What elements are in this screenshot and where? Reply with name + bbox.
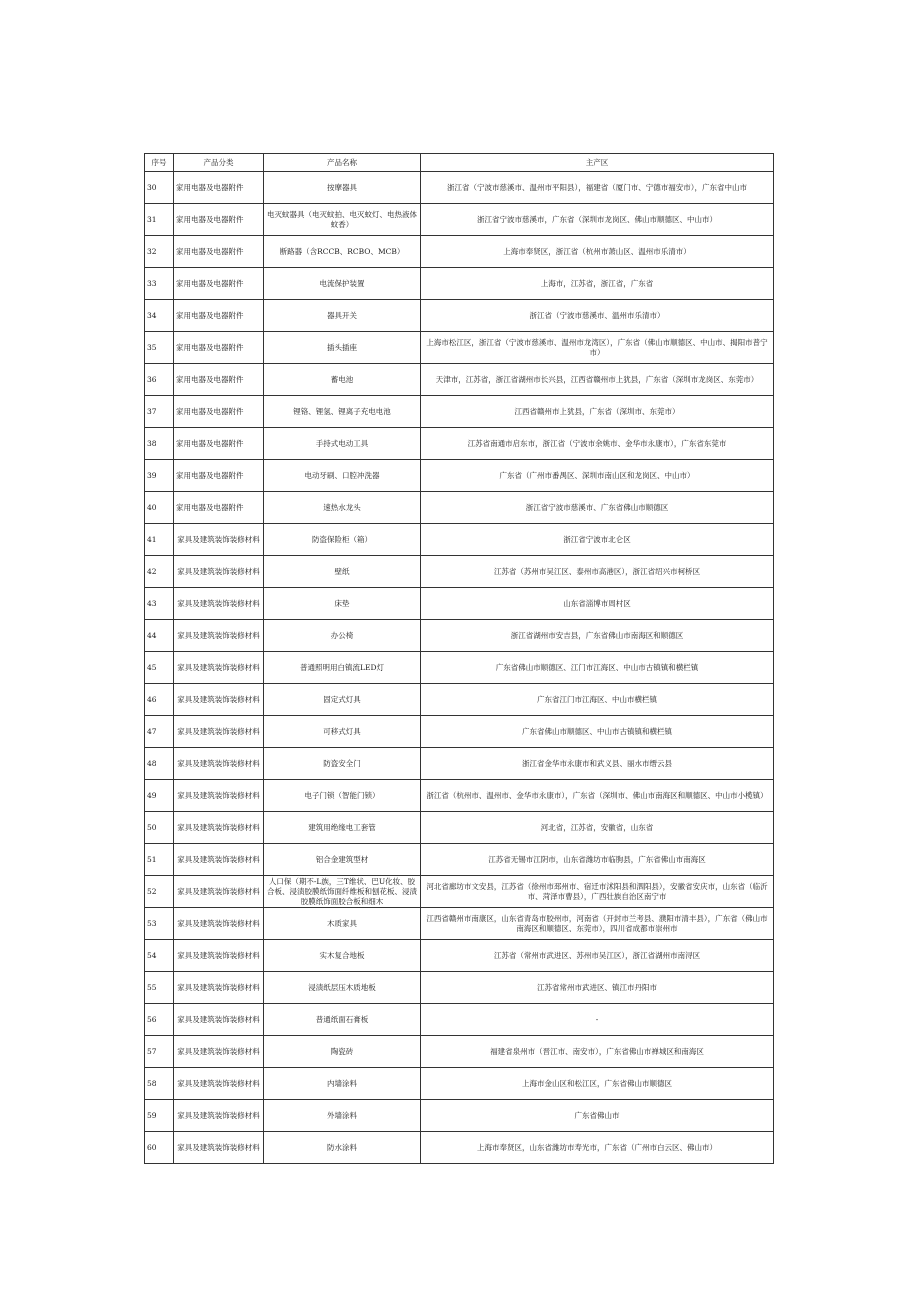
row-index: 49: [145, 780, 174, 812]
row-category: 家具及建筑装饰装修材料: [174, 972, 264, 1004]
row-product-name: 电流保护装置: [264, 268, 421, 300]
row-category: 家用电器及电器附件: [174, 236, 264, 268]
row-product-name: 电动牙刷、口腔冲洗器: [264, 460, 421, 492]
table-row: [145, 300, 774, 332]
row-region: 江苏省南通市启东市，浙江省（宁波市余姚市、金华市永康市），广东省东莞市: [421, 428, 774, 460]
row-product-name: 电子门锁（智能门锁）: [264, 780, 421, 812]
row-product-name: 器具开关: [264, 300, 421, 332]
row-region: 广东省佛山市顺德区、中山市古镇镇和横栏镇: [421, 716, 774, 748]
row-index: 35: [145, 332, 174, 364]
row-product-name: 防盗保险柜（箱）: [264, 524, 421, 556]
row-region: 浙江省宁波市慈溪市、广东省佛山市顺德区: [421, 492, 774, 524]
row-index: 58: [145, 1068, 174, 1100]
table-row: [145, 1036, 774, 1068]
row-category: 家用电器及电器附件: [174, 364, 264, 396]
row-product-name: 速热水龙头: [264, 492, 421, 524]
table-body: [145, 172, 774, 1164]
row-category: 家具及建筑装饰装修材料: [174, 652, 264, 684]
header-region: 主产区: [421, 154, 774, 172]
row-region: 河北省廊坊市文安县，江苏省（徐州市邳州市、宿迁市沭阳县和泗阳县），安徽省安庆市，山东省（临沂市、菏泽市曹县），广西壮族自治区南宁市: [421, 876, 774, 908]
row-region: -: [421, 1004, 774, 1036]
row-region: 天津市，江苏省，浙江省湖州市长兴县，江西省赣州市上犹县，广东省（深圳市龙岗区、东莞市）: [421, 364, 774, 396]
row-region: 河北省，江苏省，安徽省，山东省: [421, 812, 774, 844]
row-index: 47: [145, 716, 174, 748]
row-index: 30: [145, 172, 174, 204]
row-category: 家具及建筑装饰装修材料: [174, 1132, 264, 1164]
row-index: 32: [145, 236, 174, 268]
row-index: 59: [145, 1100, 174, 1132]
table-row: [145, 780, 774, 812]
row-category: 家用电器及电器附件: [174, 204, 264, 236]
header-category: 产品分类: [174, 154, 264, 172]
table-row: [145, 556, 774, 588]
row-category: 家具及建筑装饰装修材料: [174, 908, 264, 940]
row-category: 家具及建筑装饰装修材料: [174, 524, 264, 556]
row-product-name: 人口保（期不-L族，三T维状、巴U化妆、胶合板、浸渍胶膜纸饰面纤维板和刨花板、浸渍胶膜纸饰面胶合板和细木: [264, 876, 421, 908]
row-category: 家具及建筑装饰装修材料: [174, 940, 264, 972]
row-region: 江苏省常州市武进区、镇江市丹阳市: [421, 972, 774, 1004]
table-row: [145, 236, 774, 268]
row-index: 46: [145, 684, 174, 716]
row-category: 家用电器及电器附件: [174, 428, 264, 460]
row-index: 56: [145, 1004, 174, 1036]
row-category: 家具及建筑装饰装修材料: [174, 748, 264, 780]
table-row: [145, 492, 774, 524]
row-region: 福建省泉州市（晋江市、南安市），广东省佛山市禅城区和南海区: [421, 1036, 774, 1068]
row-product-name: 办公椅: [264, 620, 421, 652]
row-region: 江苏省（常州市武进区、苏州市吴江区），浙江省湖州市南浔区: [421, 940, 774, 972]
row-product-name: 普通照明用白镇流LED灯: [264, 652, 421, 684]
row-region: 广东省江门市江海区、中山市横栏镇: [421, 684, 774, 716]
row-region: 江西省赣州市上犹县，广东省（深圳市、东莞市）: [421, 396, 774, 428]
row-category: 家用电器及电器附件: [174, 172, 264, 204]
table-row: [145, 588, 774, 620]
row-region: 浙江省金华市永康市和武义县、丽水市缙云县: [421, 748, 774, 780]
row-index: 52: [145, 876, 174, 908]
row-category: 家用电器及电器附件: [174, 492, 264, 524]
row-category: 家具及建筑装饰装修材料: [174, 1068, 264, 1100]
row-region: 上海市奉贤区，山东省潍坊市寿光市，广东省（广州市白云区、佛山市）: [421, 1132, 774, 1164]
row-product-name: 可移式灯具: [264, 716, 421, 748]
row-product-name: 木质家具: [264, 908, 421, 940]
row-region: 广东省佛山市顺德区、江门市江海区、中山市古镇镇和横栏镇: [421, 652, 774, 684]
row-category: 家具及建筑装饰装修材料: [174, 684, 264, 716]
row-region: 上海市金山区和松江区，广东省佛山市顺德区: [421, 1068, 774, 1100]
row-category: 家用电器及电器附件: [174, 332, 264, 364]
row-product-name: 内墙涂料: [264, 1068, 421, 1100]
row-category: 家具及建筑装饰装修材料: [174, 716, 264, 748]
table-row: [145, 396, 774, 428]
table-row: [145, 684, 774, 716]
row-index: 33: [145, 268, 174, 300]
row-category: 家具及建筑装饰装修材料: [174, 780, 264, 812]
row-index: 36: [145, 364, 174, 396]
table-row: [145, 1004, 774, 1036]
row-index: 57: [145, 1036, 174, 1068]
table-row: [145, 460, 774, 492]
row-category: 家具及建筑装饰装修材料: [174, 1004, 264, 1036]
row-index: 40: [145, 492, 174, 524]
row-product-name: 床垫: [264, 588, 421, 620]
row-index: 51: [145, 844, 174, 876]
row-category: 家具及建筑装饰装修材料: [174, 1100, 264, 1132]
row-category: 家具及建筑装饰装修材料: [174, 844, 264, 876]
row-index: 53: [145, 908, 174, 940]
row-region: 浙江省（杭州市、温州市、金华市永康市），广东省（深圳市、佛山市南海区和顺德区、中山市小榄镇）: [421, 780, 774, 812]
table-row: [145, 172, 774, 204]
row-product-name: 浸渍纸层压木质地板: [264, 972, 421, 1004]
row-product-name: 实木复合地板: [264, 940, 421, 972]
row-index: 48: [145, 748, 174, 780]
row-region: 上海市松江区，浙江省（宁波市慈溪市、温州市龙湾区），广东省（佛山市顺德区、中山市、揭阳市普宁市）: [421, 332, 774, 364]
table-row: [145, 908, 774, 940]
row-category: 家用电器及电器附件: [174, 300, 264, 332]
row-region: 上海市奉贤区，浙江省（杭州市萧山区、温州市乐清市）: [421, 236, 774, 268]
table-row: [145, 364, 774, 396]
row-product-name: 防盗安全门: [264, 748, 421, 780]
row-region: 上海市，江苏省，浙江省，广东省: [421, 268, 774, 300]
row-index: 43: [145, 588, 174, 620]
row-product-name: 壁纸: [264, 556, 421, 588]
row-region: 浙江省宁波市慈溪市，广东省（深圳市龙岗区、佛山市顺德区、中山市）: [421, 204, 774, 236]
row-region: 广东省佛山市: [421, 1100, 774, 1132]
row-index: 39: [145, 460, 174, 492]
row-index: 31: [145, 204, 174, 236]
row-index: 41: [145, 524, 174, 556]
row-category: 家具及建筑装饰装修材料: [174, 876, 264, 908]
row-category: 家具及建筑装饰装修材料: [174, 620, 264, 652]
row-region: 江苏省（苏州市吴江区、泰州市高港区），浙江省绍兴市柯桥区: [421, 556, 774, 588]
row-region: 山东省淄博市周村区: [421, 588, 774, 620]
row-category: 家具及建筑装饰装修材料: [174, 812, 264, 844]
row-product-name: 插头插座: [264, 332, 421, 364]
table-row: [145, 1100, 774, 1132]
row-product-name: 蓄电池: [264, 364, 421, 396]
row-index: 38: [145, 428, 174, 460]
header-product-name: 产品名称: [264, 154, 421, 172]
row-region: 广东省（广州市番禺区、深圳市南山区和龙岗区、中山市）: [421, 460, 774, 492]
table-header-row: [145, 154, 774, 172]
row-product-name: 固定式灯具: [264, 684, 421, 716]
table-row: [145, 652, 774, 684]
row-product-name: 铝合金建筑型材: [264, 844, 421, 876]
row-product-name: 普通纸面石膏板: [264, 1004, 421, 1036]
table-row: [145, 876, 774, 908]
table-row: [145, 524, 774, 556]
row-index: 42: [145, 556, 174, 588]
row-index: 55: [145, 972, 174, 1004]
row-region: 浙江省（宁波市慈溪市、温州市乐清市）: [421, 300, 774, 332]
row-index: 60: [145, 1132, 174, 1164]
row-region: 江苏省无锡市江阴市，山东省潍坊市临朐县，广东省佛山市南海区: [421, 844, 774, 876]
row-index: 45: [145, 652, 174, 684]
row-region: 浙江省（宁波市慈溪市、温州市平阳县），福建省（厦门市、宁德市福安市），广东省中山市: [421, 172, 774, 204]
row-product-name: 陶瓷砖: [264, 1036, 421, 1068]
table-row: [145, 1068, 774, 1100]
table-row: [145, 940, 774, 972]
header-index: 序号: [145, 154, 174, 172]
row-region: 江西省赣州市南康区，山东省青岛市胶州市，河南省（开封市兰考县、濮阳市清丰县），广东省（佛山市南海区和顺德区、东莞市），四川省成都市崇州市: [421, 908, 774, 940]
row-product-name: 按摩器具: [264, 172, 421, 204]
row-index: 44: [145, 620, 174, 652]
row-product-name: 外墙涂料: [264, 1100, 421, 1132]
row-category: 家用电器及电器附件: [174, 268, 264, 300]
table-row: [145, 812, 774, 844]
product-region-table: [144, 153, 774, 1164]
table-row: [145, 204, 774, 236]
row-product-name: 电灭蚊器具（电灭蚊拍、电灭蚊灯、电热液体蚊香）: [264, 204, 421, 236]
row-index: 54: [145, 940, 174, 972]
row-region: 浙江省湖州市安吉县，广东省佛山市南海区和顺德区: [421, 620, 774, 652]
row-category: 家用电器及电器附件: [174, 396, 264, 428]
table-row: [145, 428, 774, 460]
row-category: 家具及建筑装饰装修材料: [174, 556, 264, 588]
row-category: 家用电器及电器附件: [174, 460, 264, 492]
row-index: 34: [145, 300, 174, 332]
table-row: [145, 620, 774, 652]
table-row: [145, 716, 774, 748]
row-product-name: 手持式电动工具: [264, 428, 421, 460]
row-product-name: 锂铬、锂氢、锂离子充电电池: [264, 396, 421, 428]
table-row: [145, 844, 774, 876]
table-row: [145, 972, 774, 1004]
table-row: [145, 748, 774, 780]
table-row: [145, 268, 774, 300]
row-category: 家具及建筑装饰装修材料: [174, 588, 264, 620]
row-product-name: 防水涂料: [264, 1132, 421, 1164]
table-row: [145, 332, 774, 364]
row-region: 浙江省宁波市北仑区: [421, 524, 774, 556]
row-index: 50: [145, 812, 174, 844]
row-category: 家具及建筑装饰装修材料: [174, 1036, 264, 1068]
table-row: [145, 1132, 774, 1164]
row-product-name: 断路器（含RCCB、RCBO、MCB）: [264, 236, 421, 268]
row-product-name: 建筑用绝缘电工套管: [264, 812, 421, 844]
row-index: 37: [145, 396, 174, 428]
